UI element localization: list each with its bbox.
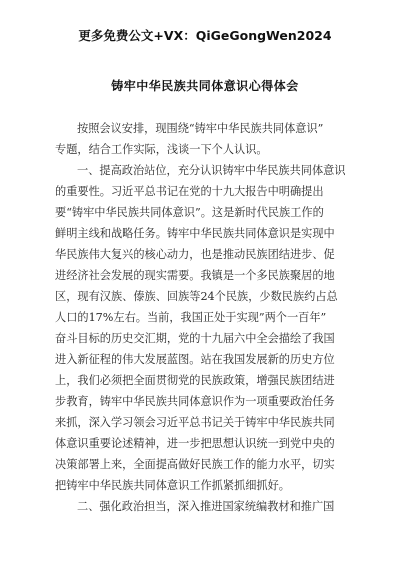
body-line: 决策部署上来，全面提高做好民族工作的能力水平，切实 <box>55 458 335 471</box>
body-line: 区，现有汉族、傣族、回族等24个民族，少数民族约占总 <box>55 290 338 303</box>
body-line: 奋斗目标的历史交汇期，党的十九届六中全会描绘了我国 <box>55 332 335 345</box>
body-line: 进入新征程的伟大发展蓝图。站在我国发展新的历史方位 <box>55 353 335 366</box>
header-watermark-text: 更多免费公文+VX：QiGeGongWen2024 <box>78 28 332 43</box>
body-line: 的重要性。习近平总书记在党的十九大报告中明确提出 <box>55 185 324 198</box>
body-line: 上，我们必须把全面贯彻党的民族政策，增强民族团结进 <box>55 374 335 387</box>
body-line: 把铸牢中华民族共同体意识工作抓紧抓细抓好。 <box>55 479 290 492</box>
body-line: 一、提高政治站位，充分认识铸牢中华民族共同体意识 <box>77 164 346 177</box>
body-line: 要“铸牢中华民族共同体意识”。这是新时代民族工作的 <box>55 206 324 219</box>
body-line: 人口的17%左右。当前，我国正处于实现”两个一百年” <box>55 311 327 324</box>
body-line: 按照会议安排，现围绕“铸牢中华民族共同体意识” <box>77 122 324 135</box>
body-line: 鲜明主线和战略任务。铸牢中华民族共同体意识是实现中 <box>55 227 335 240</box>
body-line: 体意识重要论述精神，进一步把思想认识统一到党中央的 <box>55 437 335 450</box>
body-line: 专题，结合工作实际，浅谈一下个人认识。 <box>55 143 268 156</box>
body-line: 来抓，深入学习领会习近平总书记关于铸牢中华民族共同 <box>55 416 335 429</box>
document-title: 铸牢中华民族共同体意识心得体会 <box>111 79 299 93</box>
document-body <box>55 118 357 517</box>
body-line: 二、强化政治担当，深入推进国家统编教材和推广国 <box>77 500 335 513</box>
body-line: 华民族伟大复兴的核心动力，也是推动民族团结进步、促 <box>55 248 335 261</box>
body-line: 进经济社会发展的现实需要。我镇是一个多民族聚居的地 <box>55 269 335 282</box>
body-line: 步教育，铸牢中华民族共同体意识作为一项重要政治任务 <box>55 395 335 408</box>
